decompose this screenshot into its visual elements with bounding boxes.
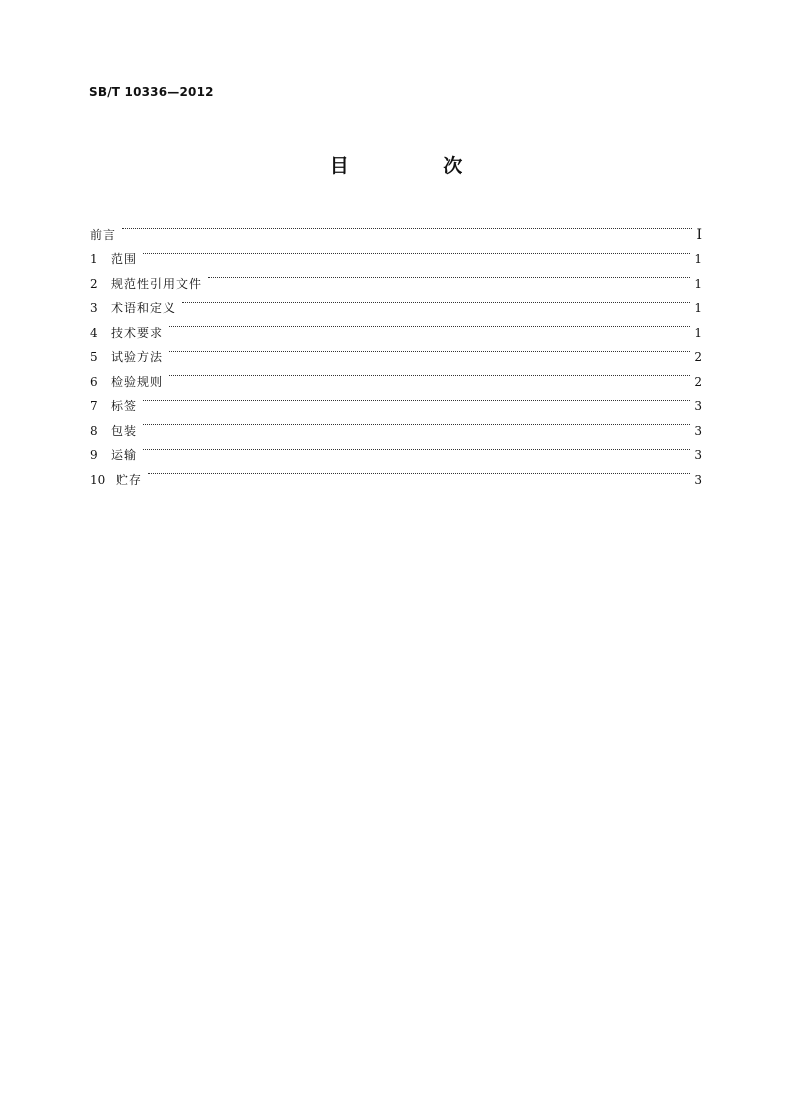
table-of-contents [90, 214, 702, 487]
dot-leader [182, 288, 690, 313]
toc-entry-terms-definitions[interactable] [90, 288, 702, 313]
page-title: 目 次 [329, 155, 507, 177]
dot-leader [122, 214, 692, 239]
toc-entry-page: 1 [694, 325, 702, 340]
toc-entry-normative-references[interactable] [90, 263, 702, 291]
toc-entry-label: 标签 [111, 399, 138, 413]
toc-entry-label: 试验方法 [111, 350, 164, 364]
toc-entry-label: 术语和定义 [111, 301, 177, 315]
toc-entry-label: 规范性引用文件 [111, 276, 203, 291]
toc-entry-number: 5 [90, 350, 98, 364]
toc-entry-page: 1 [694, 252, 702, 266]
toc-entry-label: 包装 [111, 423, 138, 438]
toc-entry-technical-requirements[interactable] [90, 312, 702, 340]
toc-entry-label: 技术要求 [111, 325, 164, 340]
dot-leader [143, 239, 690, 264]
toc-entry-page: 3 [694, 423, 702, 438]
toc-entry-page: 2 [694, 374, 702, 389]
toc-entry-labeling[interactable] [90, 386, 702, 411]
toc-entry-test-methods[interactable] [90, 337, 702, 362]
toc-entry-number: 6 [90, 374, 98, 389]
toc-entry-number: 3 [90, 301, 98, 315]
toc-entry-number: 9 [90, 448, 98, 462]
toc-entry-storage[interactable] [90, 459, 702, 487]
dot-leader [208, 263, 690, 288]
toc-entry-page: 2 [694, 350, 702, 364]
toc-entry-inspection-rules[interactable] [90, 361, 702, 389]
toc-entry-number: 4 [90, 325, 98, 340]
toc-entry-page: 3 [694, 399, 702, 413]
toc-entry-scope[interactable] [90, 239, 702, 264]
toc-entry-number: 2 [90, 276, 98, 291]
toc-entry-number: 7 [90, 399, 98, 413]
toc-entry-number: 8 [90, 423, 98, 438]
toc-entry-label: 运输 [111, 448, 138, 462]
dot-leader [169, 361, 690, 386]
toc-entry-page: 3 [694, 472, 702, 487]
standard-code: SB/T 10336—2012 [89, 85, 214, 99]
toc-entry-foreword[interactable] [90, 214, 702, 243]
toc-entry-page: 3 [694, 448, 702, 462]
toc-entry-label: 检验规则 [111, 374, 164, 389]
toc-entry-page: 1 [694, 276, 702, 291]
dot-leader [143, 410, 690, 435]
toc-entry-page: 1 [694, 301, 702, 315]
toc-entry-number: 1 [90, 252, 98, 266]
dot-leader [169, 337, 690, 362]
dot-leader [143, 386, 690, 411]
toc-entry-label: 贮存 [116, 472, 143, 487]
toc-entry-label: 前言 [90, 227, 117, 242]
toc-entry-packaging[interactable] [90, 410, 702, 438]
toc-entry-page: I [696, 226, 702, 243]
toc-entry-number: 10 [90, 472, 106, 487]
dot-leader [169, 312, 690, 337]
dot-leader [143, 435, 690, 460]
dot-leader [148, 459, 690, 484]
toc-entry-transport[interactable] [90, 435, 702, 460]
toc-entry-label: 范围 [111, 252, 138, 266]
